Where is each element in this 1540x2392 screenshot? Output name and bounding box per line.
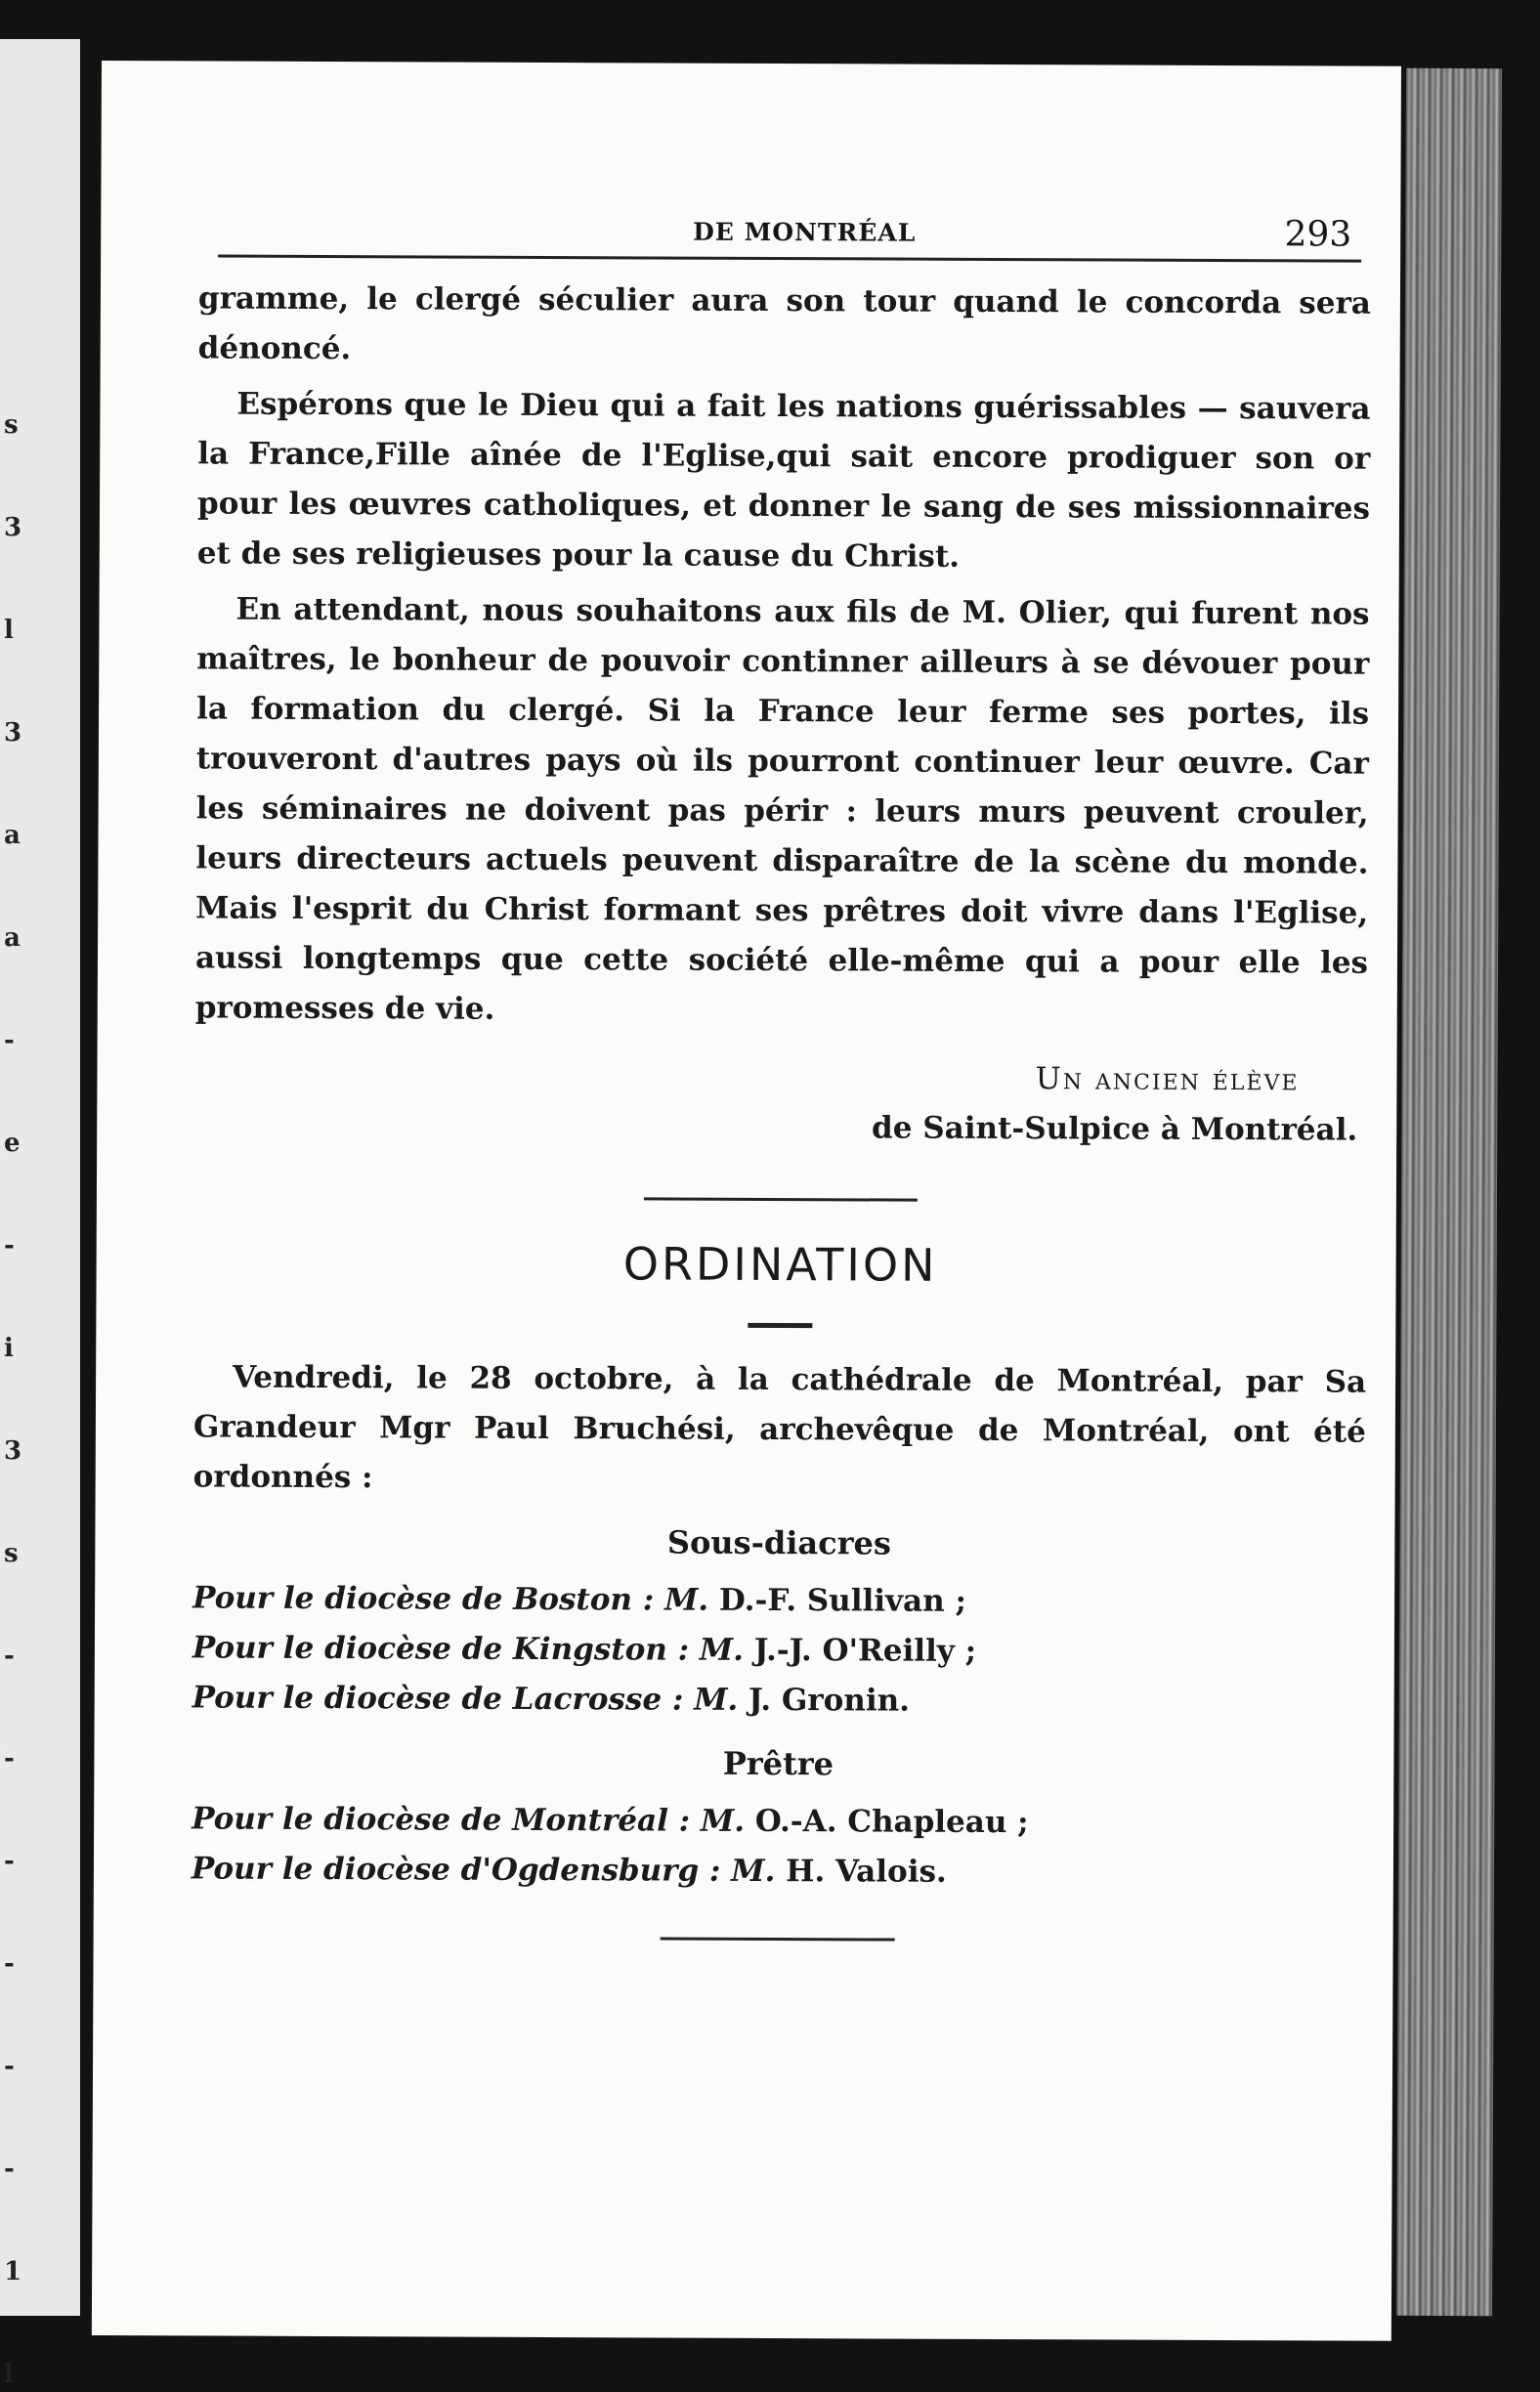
margin-mark: s <box>4 1539 19 1568</box>
signature-affiliation: de Saint-Sulpice à Montréal. <box>872 1110 1358 1148</box>
paragraph: Espérons que le Dieu qui a fait les nations guérissables — sauvera la France,Fille aînée de l'Eglise,qui sait encore prodiguer son or pour les œuvres catholiques, et donner le sang de ses missionnaires et de ses religieuses pour la cause du Christ. <box>196 386 1371 575</box>
priest-heading: Prêtre <box>722 1744 834 1783</box>
ordination-entry <box>192 1794 1364 1849</box>
page-body <box>192 274 1371 1943</box>
paragraph: En attendant, nous souhaitons aux fils de M. Olier, qui furent nos maîtres, le bonheur de pouvoir continner ailleurs à se dévouer pour la formation du clergé. Si la France leur ferme ses portes, ils trouveront d'autres pays où ils pourront continuer leur œuvre. Car les séminaires ne doivent pas périr : leurs murs peuvent crouler, leurs directeurs actuels peuvent disparaître de la scène du monde. Mais l'esprit du Christ formant ses prêtres doit vivre dans l'Eglise, aussi longtemps que cette société elle-même qui a pour elle les promesses de vie. <box>194 591 1370 1027</box>
ordination-entry <box>192 1673 1365 1728</box>
ordination-intro: Vendredi, le 28 octobre, à la cathédrale de Montréal, par Sa Grandeur Mgr Paul Bruchési, archevêque de Montréal, ont été ordonnés : <box>192 1359 1367 1496</box>
facing-page-marks <box>0 39 80 2389</box>
entry-diocese: Pour le diocèse de Montréal : M. <box>192 1801 746 1839</box>
margin-mark: - <box>4 1642 15 1671</box>
subdeacons-heading: Sous-diacres <box>666 1523 891 1562</box>
margin-mark: 3 <box>4 1436 22 1466</box>
margin-mark: - <box>4 1744 15 1773</box>
entry-diocese: Pour le diocèse de Kingston : M. <box>192 1630 745 1668</box>
margin-mark: 1 <box>4 2257 22 2286</box>
ordination-entry <box>192 1573 1365 1628</box>
ordination-entry <box>192 1623 1365 1678</box>
margin-mark: - <box>4 1026 15 1055</box>
margin-mark: - <box>4 1847 15 1876</box>
margin-mark: - <box>4 1949 15 1979</box>
margin-mark: 3 <box>4 513 22 542</box>
signature <box>194 1050 1367 1155</box>
end-divider <box>661 1938 895 1942</box>
margin-mark: l <box>4 616 14 645</box>
section-divider <box>644 1197 918 1201</box>
book-page-edges <box>1396 68 1502 2316</box>
margin-mark: l <box>4 2360 14 2389</box>
margin-mark: 3 <box>4 718 22 748</box>
entry-name: O.-A. Chapleau ; <box>754 1803 1029 1841</box>
paragraph: gramme, le clergé séculier aura son tour quand le concorda sera dénoncé. <box>197 280 1372 367</box>
book-page <box>92 61 1401 2341</box>
entry-name: H. Valois. <box>786 1854 947 1890</box>
ordination-entry <box>192 1844 1364 1899</box>
title-dash <box>748 1323 812 1328</box>
facing-page-edge <box>0 39 80 2389</box>
margin-mark: i <box>4 1334 14 1363</box>
entry-name: D.-F. Sullivan ; <box>718 1582 967 1619</box>
running-head: DE MONTRÉAL <box>693 217 917 247</box>
entry-name: J.-J. O'Reilly ; <box>753 1632 977 1669</box>
entry-name: J. Gronin. <box>748 1682 911 1719</box>
margin-mark: - <box>4 2052 15 2081</box>
section-title: ORDINATION <box>622 1237 938 1292</box>
entry-diocese: Pour le diocèse d'Ogdensburg : M. <box>191 1851 776 1890</box>
margin-mark: - <box>4 2155 15 2184</box>
margin-mark: s <box>4 410 19 440</box>
entry-diocese: Pour le diocèse de Lacrosse : M. <box>192 1680 739 1718</box>
entry-diocese: Pour le diocèse de Boston : M. <box>192 1580 709 1618</box>
margin-mark: e <box>4 1129 21 1158</box>
margin-mark: a <box>4 821 21 850</box>
margin-mark: - <box>4 1231 15 1260</box>
page-number: 293 <box>1284 214 1352 255</box>
margin-mark: a <box>4 923 21 953</box>
signature-author: Un ancien élève <box>1035 1061 1300 1098</box>
header-rule <box>218 255 1361 263</box>
